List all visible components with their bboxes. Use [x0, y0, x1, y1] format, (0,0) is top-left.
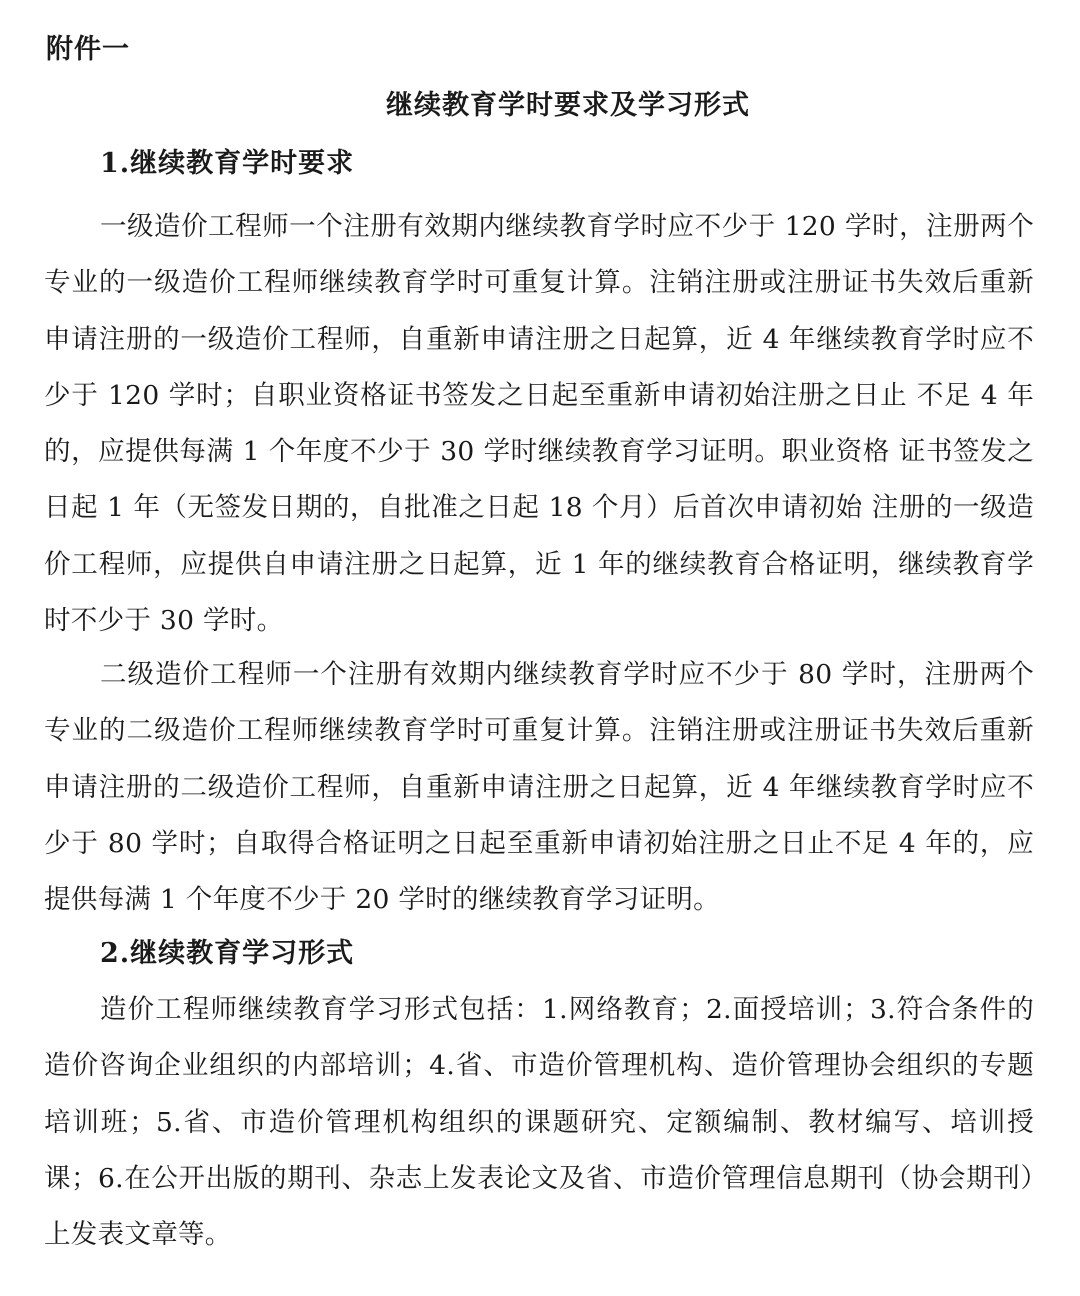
paragraph-learning-forms: 造价工程师继续教育学习形式包括：1.网络教育；2.面授培训；3.符合条件的造价咨询企业组织的内部培训；4.省、市造价管理机构、造价管理协会组织的专题培训班；5.省、市造价管理机构组织的课题研究、定额编制、教材编写、培训授课；6.在公开出版的期刊、杂志上发表论文及省、市造价管理信息期刊（协会期刊）上发表文章等。: [44, 994, 1034, 1251]
document-title: 继续教育学时要求及学习形式: [386, 90, 750, 121]
section-heading-learning-forms: 2.继续教育学习形式: [100, 938, 355, 969]
attachment-label: 附件一: [46, 34, 130, 65]
paragraph-level-one-engineer: 一级造价工程师一个注册有效期内继续教育学时应不少于 120 学时，注册两个专业的一级造价工程师继续教育学时可重复计算。注销注册或注册证书失效后重新申请注册的一级造价工程师，自重新申请注册之日起算，近 4 年继续教育学时应不少于 120 学时；自职业资格证书签发之日起至重新申请初始注册之日止 不足 4 年的，应提供每满 1 个年度不少于 30 学时继续教育学习证明。职业资格 证书签发之日起 1 年（无签发日期的，自批准之日起 18 个月）后首次申请初始 注册的一级造价工程师，应提供自申请注册之日起算，近 1 年的继续教育合格证明，继续教育学时不少于 30 学时。: [44, 211, 1034, 637]
paragraph-level-two-engineer: 二级造价工程师一个注册有效期内继续教育学时应不少于 80 学时，注册两个专业的二级造价工程师继续教育学时可重复计算。注销注册或注册证书失效后重新申请注册的二级造价工程师，自重新申请注册之日起算，近 4 年继续教育学时应不少于 80 学时；自取得合格证明之日起至重新申请初始注册之日止不足 4 年的，应提供每满 1 个年度不少于 20 学时的继续教育学习证明。: [44, 659, 1034, 916]
section-heading-hours-requirement: 1.继续教育学时要求: [100, 148, 355, 179]
